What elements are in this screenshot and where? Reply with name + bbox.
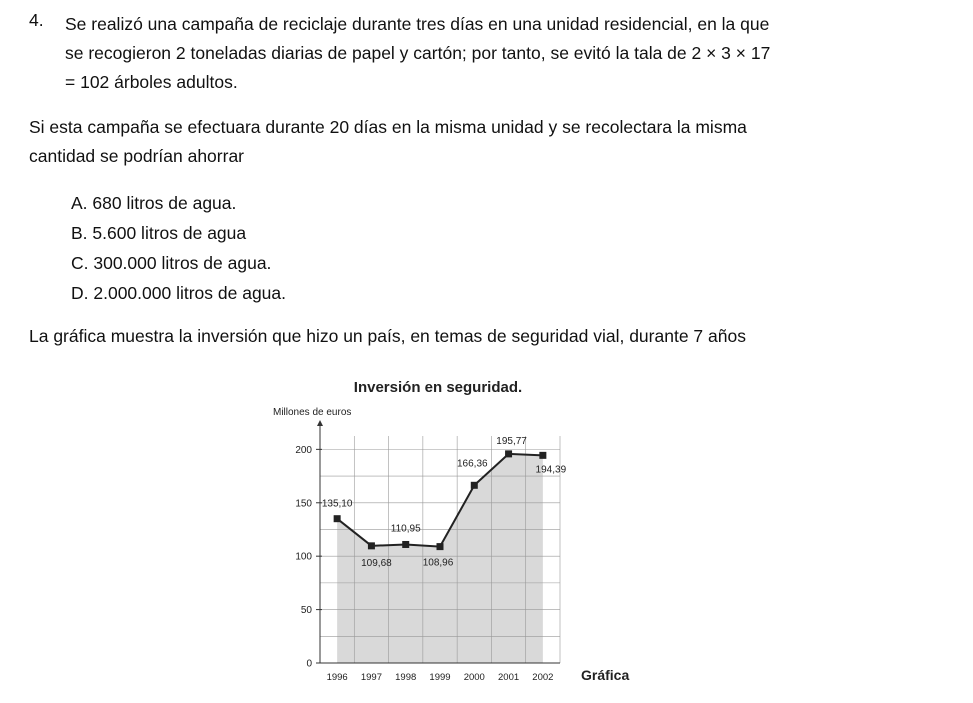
chart-intro [29,322,895,351]
answer-options [71,188,286,308]
y-tick-label: 50 [300,605,312,617]
x-tick-label: 1997 [360,672,382,683]
data-point [539,452,546,459]
data-label: 166,36 [456,458,488,470]
question-line: Se realizó una campaña de reciclaje durante tres días en una unidad residencial, en la que [65,14,770,34]
data-point [471,482,478,489]
option-a[interactable]: A. 680 litros de agua. [71,193,237,213]
option-c[interactable]: C. 300.000 litros de agua. [71,253,272,273]
chart-intro-line: La gráfica muestra la inversión que hizo un país, en temas de seguridad vial, durante 7 años [29,326,746,346]
plot-area [295,420,566,683]
question-prompt [29,113,895,171]
data-label: 110,95 [390,523,421,535]
prompt-line: Si esta campaña se efectuara durante 20 días en la misma unidad y se recolectara la misma [29,117,747,137]
x-tick-label: 1996 [326,672,348,683]
y-axis-label: Millones de euros [273,407,352,418]
y-tick-label: 200 [295,444,312,456]
data-label: 108,96 [422,557,454,569]
data-point [505,450,512,457]
prompt-line: cantidad se podrían ahorrar [29,146,244,166]
y-tick-label: 0 [306,658,312,670]
option-d[interactable]: D. 2.000.000 litros de agua. [71,283,287,303]
investment-chart [260,368,660,698]
x-tick-label: 1999 [429,672,451,683]
x-tick-label: 2000 [463,672,485,683]
chart-title: Inversión en seguridad. [353,379,523,396]
question-line: se recogieron 2 toneladas diarias de papel y cartón; por tanto, se evitó la tala de 2 × 3 × 17 [65,43,771,63]
data-point [368,542,375,549]
question-text [65,10,895,97]
data-point [334,515,341,522]
option-b[interactable]: B. 5.600 litros de agua [71,223,247,243]
data-label: 194,39 [535,464,567,476]
x-tick-label: 1998 [395,672,417,683]
chart-caption: Gráfica [581,667,630,683]
question-number: 4. [29,10,44,30]
chart-container [260,368,660,698]
data-point [437,543,444,550]
y-tick-label: 150 [295,498,312,510]
data-point [402,541,409,548]
x-tick-label: 2002 [532,672,554,683]
data-label: 195,77 [496,435,527,447]
question-line: = 102 árboles adultos. [65,72,238,92]
y-axis-arrow [317,420,323,426]
data-label: 135,10 [321,498,353,510]
y-tick-label: 100 [295,551,312,563]
data-label: 109,68 [361,557,392,569]
x-tick-label: 2001 [498,672,520,683]
